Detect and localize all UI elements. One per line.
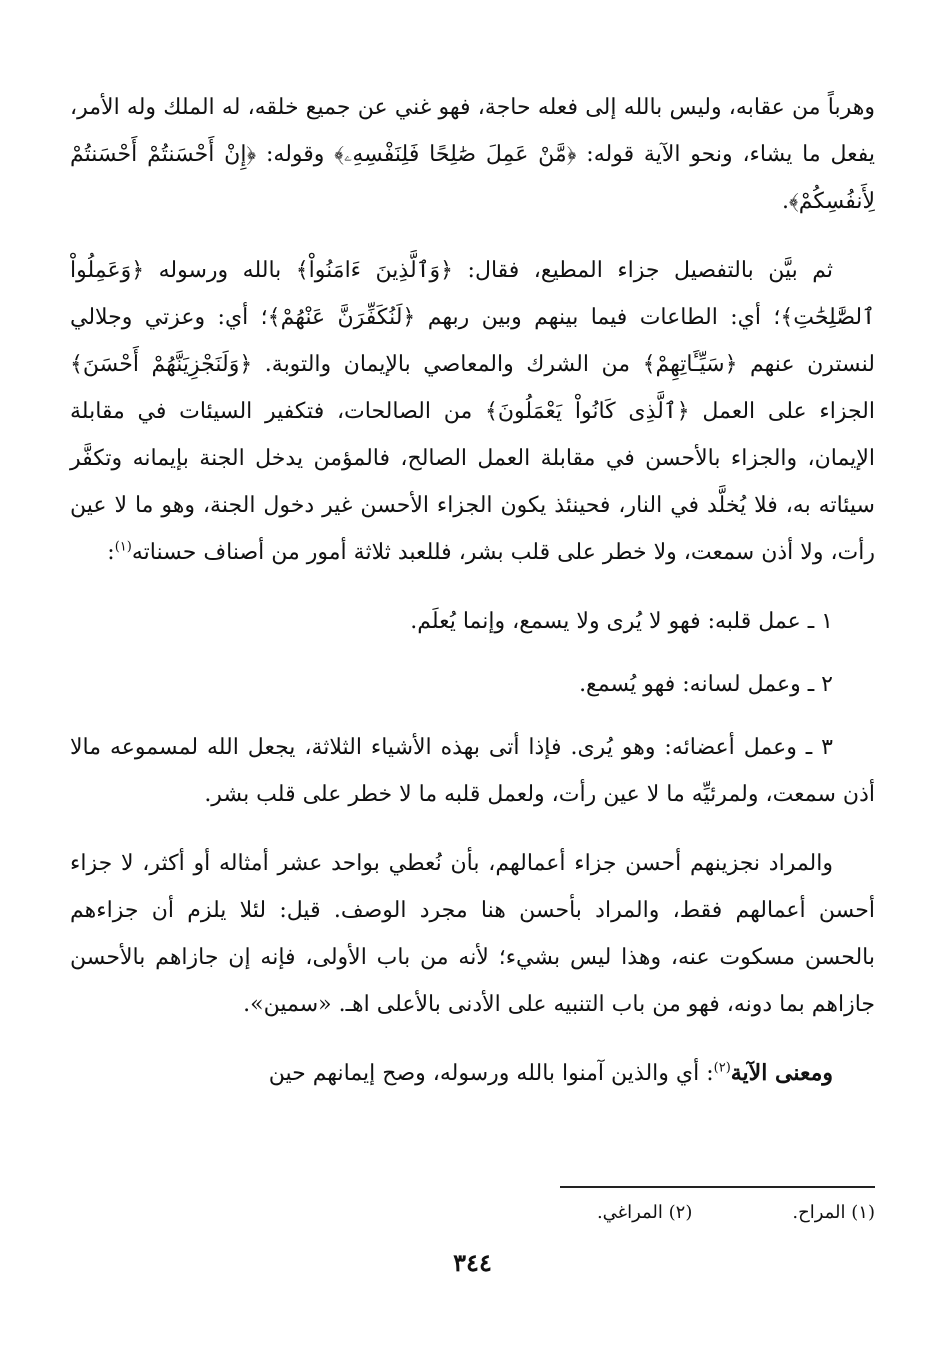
text-segment: . (782, 189, 790, 214)
quran-verse: ﴿مَّنْ عَمِلَ صَٰلِحًا فَلِنَفْسِهِۦ﴾ (334, 142, 577, 167)
list-item-3 (70, 724, 875, 818)
text-segment: الجزاء على العمل (689, 399, 875, 424)
text-segment: من الصالحات، فتكفير السيئات في مقابلة الإيمان، والجزاء بالأحسن في مقابلة العمل الصالح، فالمؤمن يدخل الجنة بإيمانه وتكفَّر سيئاته به، فلا يُخلَّد في النار، فحينئذ يكون الجزاء الأحسن غير دخول الجنة، وهو ما لا عين رأت، ولا أذن سمعت، ولا خطر على قلب بشر، فللعبد ثلاثة أمور من أصناف حسناته (70, 399, 876, 565)
text-segment: : (107, 540, 115, 565)
text-segment: وهرباً من عقابه، وليس بالله إلى فعله حاجة، فهو غني عن جميع خلقه، له الملك وله الأمر، يفعل ما يشاء، ونحو الآية قوله: (70, 95, 875, 167)
text-segment: من الشرك والمعاصي بالإيمان والتوبة. (252, 352, 643, 377)
paragraph-4 (70, 1050, 875, 1097)
list-item-2 (70, 661, 875, 708)
quran-verse: ﴿سَيِّـَٔاتِهِمْ﴾ (642, 352, 738, 377)
paragraph-1 (70, 84, 875, 225)
quran-verse: ﴿ٱلَّذِى كَانُواْ يَعْمَلُونَ﴾ (484, 399, 690, 424)
text-segment: ثم بيَّن بالتفصيل جزاء المطيع، فقال: (453, 258, 833, 283)
list-item-1 (70, 598, 875, 645)
main-text (70, 84, 875, 1119)
text-segment: ؛ أي: الطاعات فيما بينهم وبين ربهم (415, 305, 781, 330)
quran-verse: ﴿وَعَمِلُواْ ٱلصَّٰلِحَٰتِ﴾ (70, 258, 875, 330)
text-segment: : أي والذين آمنوا بالله ورسوله، وصح إيمانهم حين (268, 1061, 714, 1086)
paragraph-2 (70, 247, 875, 576)
section-lead: ومعنى الآية (730, 1060, 833, 1086)
quran-verse: ﴿وَلَنَجْزِيَنَّهُمْ أَحْسَنَ﴾ (70, 352, 253, 377)
quran-verse: ﴿وَٱلَّذِينَ ءَامَنُواْ﴾ (295, 258, 454, 283)
footnote-divider (560, 1186, 875, 1188)
text-segment: ٣ ـ وعمل أعضائه: وهو يُرى. فإذا أتى بهذه الأشياء الثلاثة، يجعل الله لمسموعه مالا أذن سمعت، ولمرئيِّه ما لا عين رأت، ولعمل قلبه ما لا خطر على قلب بشر. (70, 735, 875, 807)
footnote-ref: (٢) (713, 1060, 731, 1076)
page-number: ٣٤٤ (453, 1248, 492, 1277)
text-segment: ؛ أي: وعزتي وجلالي لنسترن عنهم (70, 305, 876, 377)
text-segment: والمراد نجزينهم أحسن جزاء أعمالهم، بأن نُعطي بواحد عشر أمثاله أو أكثر، لا جزاء أحسن أعمالهم فقط، والمراد بأحسن هنا مجرد الوصف. قيل: لئلا يلزم أن جزاءهم بالحسن مسكوت عنه، وهذا ليس بشيء؛ لأنه من باب الأولى، فإنه إن جازاهم بالأحسن جازاهم بما دونه، فهو من باب التنبيه على الأدنى بالأعلى اهـ. «سمين». (70, 851, 875, 1017)
footnotes (70, 1198, 875, 1228)
footnote-ref: (١) (114, 539, 132, 555)
text-segment: ١ ـ عمل قلبه: فهو لا يُرى ولا يسمع، وإنما يُعلَم. (410, 609, 833, 634)
text-segment: ٢ ـ وعمل لسانه: فهو يُسمع. (579, 672, 833, 697)
footnote-2: (٢) المراغي. (596, 1202, 693, 1223)
paragraph-3 (70, 840, 875, 1028)
text-segment: بالله ورسوله (144, 258, 296, 283)
quran-verse: ﴿لَنُكَفِّرَنَّ عَنْهُمْ﴾ (267, 305, 416, 330)
text-segment: وقوله: (256, 142, 335, 167)
quran-verse: ﴿إِنْ أَحْسَنتُمْ أَحْسَنتُمْ لِأَنفُسِكُمْ﴾ (70, 142, 875, 214)
footnote-1: (١) المراح. (792, 1202, 875, 1223)
